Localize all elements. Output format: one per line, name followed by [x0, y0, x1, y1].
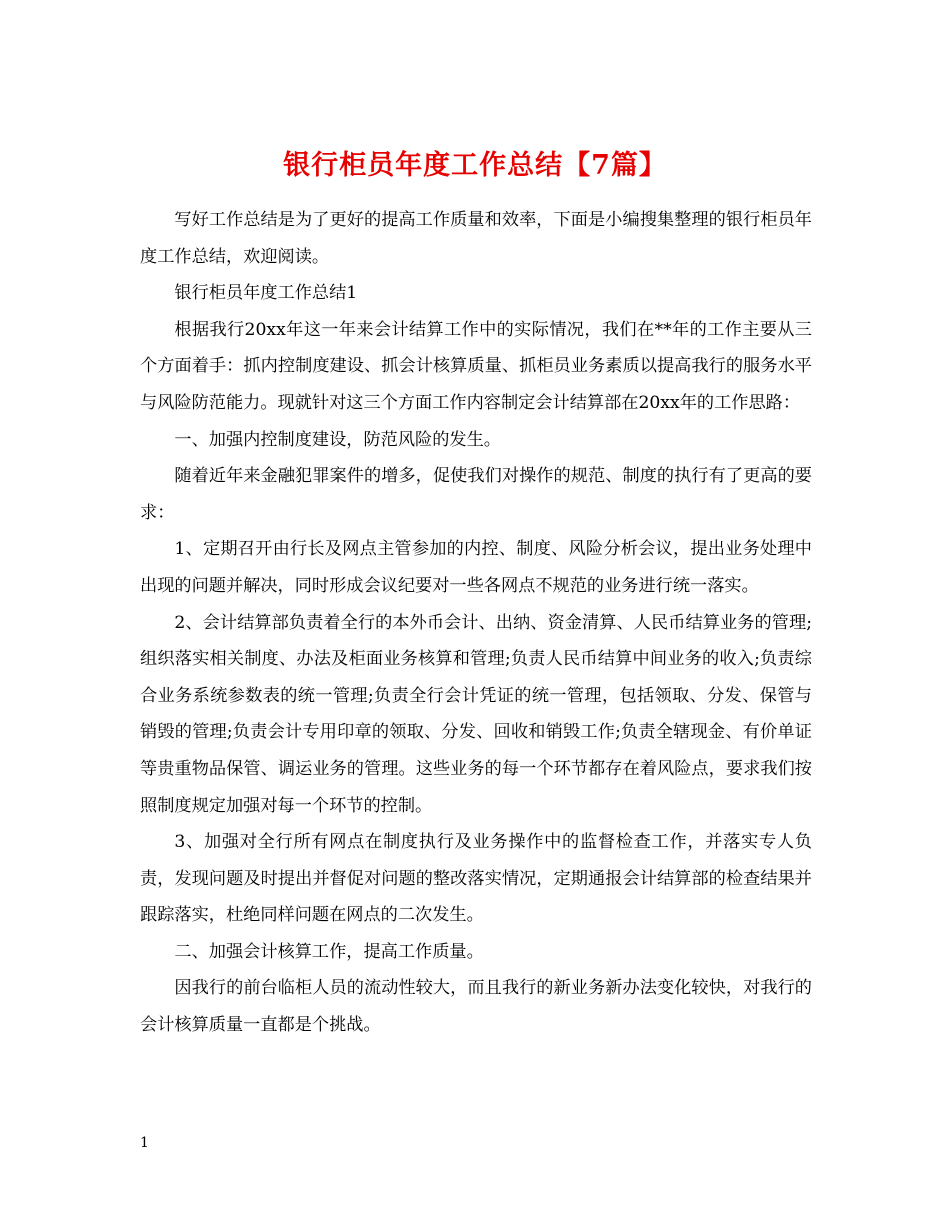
paragraph-section-2-intro: 因我行的前台临柜人员的流动性较大，而且我行的新业务新办法变化较快，对我行的会计核算质量一直都是个挑战。: [140, 978, 812, 1036]
paragraph-section-1-intro: 随着近年来金融犯罪案件的增多，促使我们对操作的规范、制度的执行有了更高的要求：: [140, 466, 812, 523]
paragraph-item-2: 2、会计结算部负责着全行的本外币会计、出纳、资金清算、人民币结算业务的管理;组织落实相关制度、办法及柜面业务核算和管理;负责人民币结算中间业务的收入;负责综合业务系统参数表的统一管理;负责全行会计凭证的统一管理，包括领取、分发、保管与销毁的管理;负责会计专用印章的领取、分发、回收和销毁工作;负责全辖现金、有价单证等贵重物品保管、调运业务的管理。这些业务的每一个环节都存在着风险点，要求我们按照制度规定加强对每一个环节的控制。: [140, 612, 812, 816]
paragraph-section-2-heading: 二、加强会计核算工作，提高工作质量。: [174, 941, 484, 962]
document-title: 银行柜员年度工作总结【7篇】: [283, 150, 667, 182]
paragraph-item-3: 3、加强对全行所有网点在制度执行及业务操作中的监督检查工作，并落实专人负责，发现问题及时提出并督促对问题的整改落实情况，定期通报会计结算部的检查结果并跟踪落实，杜绝同样问题在网点的二次发生。: [140, 832, 812, 926]
paragraph-subtitle-1: 银行柜员年度工作总结1: [174, 283, 358, 304]
document-body: [140, 202, 812, 1044]
paragraph-section-1-heading: 一、加强内控制度建设，防范风险的发生。: [174, 429, 501, 450]
page-number: 1: [140, 1135, 149, 1151]
paragraph-overview: 根据我行20xx年这一年来会计结算工作中的实际情况，我们在**年的工作主要从三个方面着手：抓内控制度建设、抓会计核算质量、抓柜员业务素质以提高我行的服务水平与风险防范能力。现就针对这三个方面工作内容制定会计结算部在20xx年的工作思路：: [140, 319, 812, 413]
paragraph-intro: 写好工作总结是为了更好的提高工作质量和效率，下面是小编搜集整理的银行柜员年度工作总结，欢迎阅读。: [140, 210, 812, 267]
paragraph-item-1: 1、定期召开由行长及网点主管参加的内控、制度、风险分析会议，提出业务处理中出现的问题并解决，同时形成会议纪要对一些各网点不规范的业务进行统一落实。: [140, 539, 812, 596]
